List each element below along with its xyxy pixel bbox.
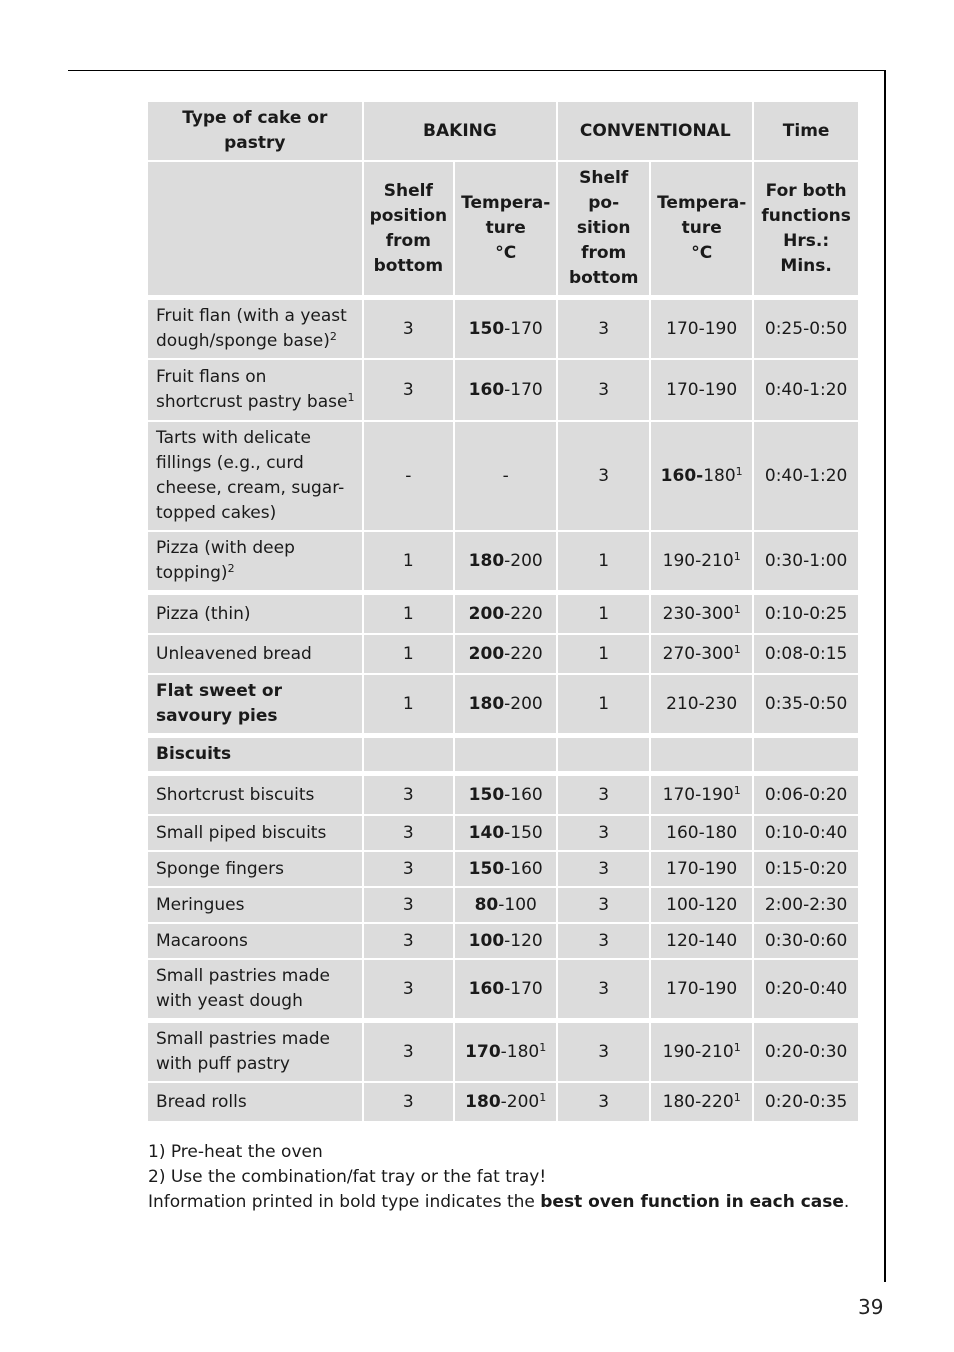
conventional-temp-rest: 230-300 bbox=[662, 603, 734, 624]
baking-temp-rest: -200 bbox=[500, 1091, 540, 1112]
cake-name-text: Sponge fingers bbox=[156, 858, 284, 879]
conventional-shelf bbox=[558, 300, 649, 358]
time bbox=[754, 360, 858, 420]
baking-temp-bold: 200 bbox=[468, 643, 505, 664]
cake-name-text: Unleavened bread bbox=[156, 643, 312, 664]
line: ture bbox=[485, 218, 526, 238]
cake-name-text: Small piped biscuits bbox=[156, 822, 327, 843]
conventional-temp-bold: 160- bbox=[660, 465, 704, 486]
conventional-shelf-value: 3 bbox=[598, 1041, 610, 1062]
conventional-temperature bbox=[651, 776, 752, 814]
baking-temperature bbox=[455, 852, 556, 886]
conventional-shelf-value: 3 bbox=[598, 1091, 610, 1112]
time-value: 0:35-0:50 bbox=[764, 693, 848, 714]
conventional-shelf bbox=[558, 675, 649, 733]
table-row bbox=[148, 595, 858, 633]
conventional-temperature bbox=[651, 816, 752, 850]
baking-shelf bbox=[364, 422, 454, 530]
baking-temp-rest: -170 bbox=[504, 978, 543, 999]
baking-shelf bbox=[364, 1083, 454, 1121]
baking-shelf-value: 3 bbox=[402, 379, 414, 400]
conventional-shelf bbox=[558, 532, 649, 590]
conventional-shelf-value: 3 bbox=[598, 784, 610, 805]
time bbox=[754, 1023, 858, 1081]
conventional-temperature bbox=[651, 422, 752, 530]
line: Hrs.: Mins. bbox=[780, 230, 832, 276]
cake-name-text: Bread rolls bbox=[156, 1091, 247, 1112]
time bbox=[754, 776, 858, 814]
baking-shelf bbox=[364, 675, 454, 733]
footnote-1: 1) Pre-heat the oven bbox=[148, 1142, 323, 1162]
baking-temp-rest: -160 bbox=[504, 784, 543, 805]
baking-shelf bbox=[364, 300, 454, 358]
baking-shelf-value: 3 bbox=[402, 930, 414, 951]
cake-name bbox=[148, 300, 362, 358]
table-row bbox=[148, 888, 858, 922]
spacer bbox=[148, 735, 858, 736]
page-number: 39 bbox=[858, 1295, 884, 1319]
conventional-shelf-value: 3 bbox=[598, 465, 610, 486]
header-row bbox=[148, 102, 858, 160]
cake-name bbox=[148, 635, 362, 673]
spacer bbox=[148, 773, 858, 774]
baking-temp-bold: 140 bbox=[468, 822, 505, 843]
subheader-shelf-po-sition bbox=[558, 162, 649, 295]
table-row bbox=[148, 1083, 858, 1121]
cake-name-text: Small pastries made with puff pastry bbox=[156, 1029, 331, 1074]
time bbox=[754, 960, 858, 1018]
cake-name bbox=[148, 595, 362, 633]
baking-temp-bold: 150 bbox=[468, 784, 505, 805]
baking-shelf-value: 3 bbox=[402, 858, 414, 879]
spacer bbox=[148, 297, 858, 298]
baking-temperature bbox=[455, 924, 556, 958]
footnote-ref: 1 bbox=[347, 391, 355, 404]
cake-name bbox=[148, 816, 362, 850]
baking-shelf-value: 3 bbox=[402, 978, 414, 999]
conventional-temperature bbox=[651, 738, 752, 771]
footnote-ref: 1 bbox=[733, 549, 741, 563]
footnote-ref: 2 bbox=[227, 562, 235, 575]
baking-temp-rest: -220 bbox=[504, 643, 543, 664]
right-rule bbox=[884, 70, 886, 1282]
conventional-temp-rest: 170-190 bbox=[666, 379, 738, 400]
conventional-shelf bbox=[558, 360, 649, 420]
conventional-temp-rest: 180-220 bbox=[662, 1091, 734, 1112]
conventional-shelf bbox=[558, 422, 649, 530]
conventional-shelf bbox=[558, 924, 649, 958]
time-value: 2:00-2:30 bbox=[764, 894, 848, 915]
line: ture bbox=[681, 218, 722, 238]
cake-name-text: Biscuits bbox=[156, 744, 232, 764]
baking-shelf-value: 1 bbox=[402, 643, 414, 664]
footnote-ref: 1 bbox=[733, 1040, 741, 1054]
conventional-temperature bbox=[651, 595, 752, 633]
conventional-shelf-value: 3 bbox=[598, 822, 610, 843]
time bbox=[754, 1083, 858, 1121]
conventional-shelf bbox=[558, 738, 649, 771]
conventional-temperature bbox=[651, 852, 752, 886]
baking-shelf bbox=[364, 960, 454, 1018]
baking-temp-bold: 170 bbox=[465, 1041, 501, 1062]
line: Shelf po- bbox=[579, 168, 629, 213]
time bbox=[754, 635, 858, 673]
time bbox=[754, 422, 858, 530]
baking-temp-rest: -170 bbox=[504, 318, 543, 339]
conventional-temp-rest: 170-190 bbox=[662, 784, 734, 805]
footnote-ref: 2 bbox=[329, 330, 337, 343]
conventional-shelf bbox=[558, 816, 649, 850]
header-time: Time bbox=[754, 102, 858, 160]
baking-temp-bold: 150 bbox=[468, 318, 505, 339]
baking-shelf bbox=[364, 776, 454, 814]
cake-name bbox=[148, 360, 362, 420]
conventional-shelf-value: 3 bbox=[598, 930, 610, 951]
conventional-shelf-value: 3 bbox=[598, 318, 610, 339]
spacer-row bbox=[148, 735, 858, 736]
table-row bbox=[148, 300, 858, 358]
baking-temp-bold: 150 bbox=[468, 858, 505, 879]
conventional-shelf-value: 3 bbox=[598, 858, 610, 879]
cake-name bbox=[148, 738, 362, 771]
conventional-temperature bbox=[651, 1083, 752, 1121]
cake-name bbox=[148, 924, 362, 958]
baking-shelf-value: 3 bbox=[402, 318, 414, 339]
baking-temperature bbox=[455, 738, 556, 771]
time-value: 0:40-1:20 bbox=[764, 379, 848, 400]
conventional-temperature bbox=[651, 924, 752, 958]
conventional-shelf-value: 3 bbox=[598, 894, 610, 915]
conventional-temp-rest: 270-300 bbox=[662, 643, 734, 664]
baking-shelf bbox=[364, 1023, 454, 1081]
baking-temperature bbox=[455, 816, 556, 850]
table-row bbox=[148, 675, 858, 733]
baking-temp-bold: 100 bbox=[468, 930, 505, 951]
baking-temp-rest: -180 bbox=[500, 1041, 540, 1062]
baking-temperature bbox=[455, 635, 556, 673]
time-value: 0:30-1:00 bbox=[764, 550, 848, 571]
cake-name-text: Meringues bbox=[156, 894, 245, 915]
cake-name bbox=[148, 1023, 362, 1081]
baking-shelf-value: 3 bbox=[402, 1091, 414, 1112]
time-value: 0:06-0:20 bbox=[764, 784, 848, 805]
baking-temp-rest: -100 bbox=[498, 894, 537, 915]
baking-temp-rest: -170 bbox=[504, 379, 543, 400]
time bbox=[754, 852, 858, 886]
conventional-temp-rest: 120-140 bbox=[666, 930, 738, 951]
conventional-temperature bbox=[651, 675, 752, 733]
baking-shelf-value: - bbox=[405, 465, 412, 486]
cake-name bbox=[148, 675, 362, 733]
footnotes bbox=[148, 1140, 848, 1215]
baking-table bbox=[146, 100, 860, 1123]
conventional-temp-rest: 160-180 bbox=[666, 822, 738, 843]
baking-temp-bold: 80 bbox=[474, 894, 499, 915]
subheader-temperature-conventional bbox=[651, 162, 752, 295]
line: For both bbox=[765, 180, 847, 201]
cake-name-text: Pizza (thin) bbox=[156, 603, 251, 624]
line: Tempera- bbox=[657, 193, 747, 213]
baking-shelf-value: 3 bbox=[402, 822, 414, 843]
subheader-row bbox=[148, 162, 858, 295]
conventional-temp-rest: 170-190 bbox=[666, 858, 738, 879]
cake-name-text: Fruit flan (with a yeast dough/sponge base) bbox=[156, 306, 347, 351]
baking-temp-bold: 200 bbox=[468, 603, 505, 624]
conventional-shelf-value: 1 bbox=[598, 550, 610, 571]
conventional-shelf bbox=[558, 888, 649, 922]
spacer-row bbox=[148, 297, 858, 298]
baking-shelf bbox=[364, 888, 454, 922]
baking-temp-bold: 180 bbox=[468, 550, 505, 571]
baking-temp-rest: -160 bbox=[504, 858, 543, 879]
subheader-shelf-position bbox=[364, 162, 454, 295]
cake-name-text: Macaroons bbox=[156, 930, 248, 951]
line: Tempera- bbox=[461, 193, 551, 213]
cake-name-text: Tarts with delicate fillings (e.g., curd cheese, cream, sugar-topped cakes) bbox=[156, 428, 345, 523]
table-row bbox=[148, 532, 858, 590]
baking-temp-bold: 160 bbox=[468, 379, 505, 400]
time bbox=[754, 924, 858, 958]
table-row bbox=[148, 776, 858, 814]
footnote-ref: 1 bbox=[733, 783, 741, 797]
line: from bbox=[385, 230, 431, 251]
conventional-temp-rest: 190-210 bbox=[662, 1041, 734, 1062]
conventional-shelf-value: 1 bbox=[598, 603, 610, 624]
conventional-shelf bbox=[558, 635, 649, 673]
baking-temperature bbox=[455, 960, 556, 1018]
baking-temperature bbox=[455, 1083, 556, 1121]
top-rule bbox=[68, 70, 886, 71]
footnote-ref: 1 bbox=[733, 602, 741, 616]
line: from bbox=[581, 243, 627, 263]
baking-temp-rest: -220 bbox=[504, 603, 543, 624]
line: position bbox=[369, 205, 448, 226]
baking-temperature bbox=[455, 888, 556, 922]
table-row bbox=[148, 1023, 858, 1081]
baking-temp-rest: -120 bbox=[504, 930, 543, 951]
baking-shelf-value: 3 bbox=[402, 894, 414, 915]
conventional-temp-rest: 180 bbox=[703, 465, 736, 486]
conventional-temperature bbox=[651, 960, 752, 1018]
baking-shelf-value: 1 bbox=[402, 550, 414, 571]
baking-temperature bbox=[455, 1023, 556, 1081]
baking-shelf-value: 1 bbox=[402, 603, 414, 624]
line: functions bbox=[761, 205, 851, 226]
footnote-3-suffix: . bbox=[843, 1192, 850, 1212]
header-baking: BAKING bbox=[364, 102, 557, 160]
line: °C bbox=[495, 243, 517, 263]
footnote-ref: 1 bbox=[733, 642, 741, 656]
conventional-temperature bbox=[651, 1023, 752, 1081]
baking-temperature bbox=[455, 776, 556, 814]
conventional-shelf-value: 1 bbox=[598, 693, 610, 714]
time-value: 0:10-0:25 bbox=[764, 603, 848, 624]
baking-temperature bbox=[455, 595, 556, 633]
time bbox=[754, 532, 858, 590]
time bbox=[754, 888, 858, 922]
baking-temp-bold: 160 bbox=[468, 978, 505, 999]
baking-temperature bbox=[455, 300, 556, 358]
table-row bbox=[148, 738, 858, 771]
baking-temperature bbox=[455, 532, 556, 590]
baking-temp-bold: 180 bbox=[468, 693, 505, 714]
baking-shelf bbox=[364, 924, 454, 958]
baking-temp-bold: 180 bbox=[465, 1091, 501, 1112]
conventional-shelf bbox=[558, 595, 649, 633]
time-value: 0:30-0:60 bbox=[764, 930, 848, 951]
conventional-temp-rest: 190-210 bbox=[662, 550, 734, 571]
footnote-ref: 1 bbox=[733, 1090, 741, 1104]
conventional-shelf bbox=[558, 1023, 649, 1081]
time bbox=[754, 816, 858, 850]
baking-shelf bbox=[364, 852, 454, 886]
line: Shelf bbox=[383, 180, 433, 201]
baking-temperature bbox=[455, 675, 556, 733]
time-value: 0:40-1:20 bbox=[764, 465, 848, 486]
subheader-time bbox=[754, 162, 858, 295]
footnote-3-bold: best oven function in each case bbox=[540, 1192, 844, 1212]
conventional-temperature bbox=[651, 635, 752, 673]
time-value: 0:20-0:30 bbox=[764, 1041, 848, 1062]
conventional-temperature bbox=[651, 360, 752, 420]
conventional-temperature bbox=[651, 532, 752, 590]
baking-shelf bbox=[364, 595, 454, 633]
time bbox=[754, 595, 858, 633]
time bbox=[754, 300, 858, 358]
time bbox=[754, 675, 858, 733]
conventional-temperature bbox=[651, 888, 752, 922]
time-value: 0:20-0:35 bbox=[764, 1091, 848, 1112]
conventional-temp-rest: 170-190 bbox=[666, 318, 738, 339]
time-value: 0:08-0:15 bbox=[764, 643, 848, 664]
table-row bbox=[148, 422, 858, 530]
cake-name-text: Pizza (with deep topping) bbox=[156, 538, 295, 583]
conventional-temp-rest: 100-120 bbox=[666, 894, 738, 915]
table-row bbox=[148, 360, 858, 420]
footnote-ref: 1 bbox=[539, 1040, 547, 1054]
table-row bbox=[148, 852, 858, 886]
time-value: 0:10-0:40 bbox=[764, 822, 848, 843]
cake-name-text: Fruit flans on shortcrust pastry base bbox=[156, 367, 348, 412]
cake-name bbox=[148, 532, 362, 590]
cake-name bbox=[148, 960, 362, 1018]
line: bottom bbox=[568, 268, 639, 288]
cake-name-text: Small pastries made with yeast dough bbox=[156, 966, 331, 1011]
time-value: 0:25-0:50 bbox=[764, 318, 848, 339]
conventional-shelf-value: 3 bbox=[598, 379, 610, 400]
subheader-empty bbox=[148, 162, 362, 295]
conventional-temp-rest: 210-230 bbox=[666, 693, 738, 714]
cake-name-text: Shortcrust biscuits bbox=[156, 784, 315, 805]
baking-shelf bbox=[364, 816, 454, 850]
conventional-shelf bbox=[558, 1083, 649, 1121]
header-conventional: CONVENTIONAL bbox=[558, 102, 752, 160]
table-row bbox=[148, 635, 858, 673]
footnote-3-prefix: Information printed in bold type indicates the bbox=[148, 1192, 541, 1212]
table-row bbox=[148, 816, 858, 850]
footnote-2: 2) Use the combination/fat tray or the fat tray! bbox=[148, 1167, 547, 1187]
time-value: 0:20-0:40 bbox=[764, 978, 848, 999]
baking-shelf bbox=[364, 360, 454, 420]
cake-name bbox=[148, 852, 362, 886]
line: sition bbox=[576, 218, 631, 238]
line: bottom bbox=[373, 255, 444, 276]
baking-shelf bbox=[364, 532, 454, 590]
spacer-row bbox=[148, 1020, 858, 1021]
cake-name-text: Flat sweet or savoury pies bbox=[156, 681, 282, 726]
footnote-3 bbox=[148, 1190, 848, 1215]
conventional-shelf-value: 1 bbox=[598, 643, 610, 664]
time-value: 0:15-0:20 bbox=[764, 858, 848, 879]
table-row bbox=[148, 960, 858, 1018]
baking-shelf bbox=[364, 738, 454, 771]
baking-temperature bbox=[455, 360, 556, 420]
cake-name bbox=[148, 888, 362, 922]
baking-shelf bbox=[364, 635, 454, 673]
cake-name bbox=[148, 422, 362, 530]
footnote-ref: 1 bbox=[539, 1090, 547, 1104]
conventional-shelf bbox=[558, 960, 649, 1018]
conventional-shelf-value: 3 bbox=[598, 978, 610, 999]
footnote-ref: 1 bbox=[735, 464, 743, 478]
cake-name bbox=[148, 776, 362, 814]
time bbox=[754, 738, 858, 771]
conventional-shelf bbox=[558, 852, 649, 886]
baking-temp-rest: -200 bbox=[504, 550, 543, 571]
header-type: Type of cake or pastry bbox=[148, 102, 362, 160]
conventional-temp-rest: 170-190 bbox=[666, 978, 738, 999]
table-row bbox=[148, 924, 858, 958]
spacer bbox=[148, 592, 858, 593]
baking-shelf-value: 1 bbox=[402, 693, 414, 714]
baking-shelf-value: 3 bbox=[402, 784, 414, 805]
spacer-row bbox=[148, 773, 858, 774]
subheader-temperature-baking bbox=[455, 162, 556, 295]
baking-temp-rest: - bbox=[502, 465, 509, 486]
conventional-shelf bbox=[558, 776, 649, 814]
baking-temp-rest: -150 bbox=[504, 822, 543, 843]
baking-shelf-value: 3 bbox=[402, 1041, 414, 1062]
baking-temperature bbox=[455, 422, 556, 530]
spacer-row bbox=[148, 592, 858, 593]
line: °C bbox=[691, 243, 713, 263]
conventional-temperature bbox=[651, 300, 752, 358]
spacer bbox=[148, 1020, 858, 1021]
cake-name bbox=[148, 1083, 362, 1121]
baking-temp-rest: -200 bbox=[504, 693, 543, 714]
